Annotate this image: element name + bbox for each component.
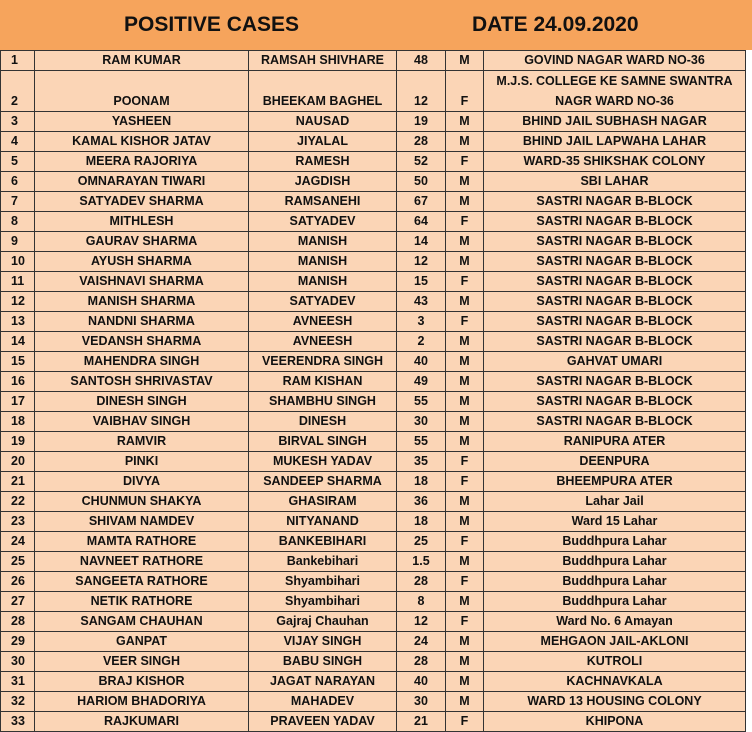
serial-number-cell: 27: [1, 592, 35, 612]
sex-cell: F: [446, 452, 484, 472]
guardian-name-cell: SATYADEV: [249, 212, 397, 232]
address-cell: Lahar Jail: [484, 492, 746, 512]
sex-cell: M: [446, 392, 484, 412]
serial-number-cell: 2: [1, 71, 35, 112]
patient-name-cell: MAHENDRA SINGH: [35, 352, 249, 372]
age-cell: 36: [397, 492, 446, 512]
table-row: [1, 592, 752, 612]
age-cell: 64: [397, 212, 446, 232]
guardian-name-cell: BANKEBIHARI: [249, 532, 397, 552]
guardian-name-cell: SATYADEV: [249, 292, 397, 312]
guardian-name-cell: RAMSAH SHIVHARE: [249, 51, 397, 71]
guardian-name-cell: SHAMBHU SINGH: [249, 392, 397, 412]
age-cell: 35: [397, 452, 446, 472]
patient-name-cell: KAMAL KISHOR JATAV: [35, 132, 249, 152]
guardian-name-cell: AVNEESH: [249, 312, 397, 332]
age-cell: 55: [397, 432, 446, 452]
address-cell: KHIPONA: [484, 712, 746, 732]
address-cell: DEENPURA: [484, 452, 746, 472]
patient-name-cell: NAVNEET RATHORE: [35, 552, 249, 572]
sex-cell: M: [446, 232, 484, 252]
age-cell: 30: [397, 412, 446, 432]
sex-cell: M: [446, 512, 484, 532]
guardian-name-cell: MANISH: [249, 272, 397, 292]
table-row: [1, 112, 752, 132]
guardian-name-cell: JIYALAL: [249, 132, 397, 152]
patient-name-cell: DINESH SINGH: [35, 392, 249, 412]
address-cell: SASTRI NAGAR B-BLOCK: [484, 332, 746, 352]
guardian-name-cell: AVNEESH: [249, 332, 397, 352]
serial-number-cell: 14: [1, 332, 35, 352]
age-cell: 12: [397, 252, 446, 272]
sex-cell: M: [446, 112, 484, 132]
sheet-title: POSITIVE CASES: [124, 13, 300, 36]
sex-cell: M: [446, 432, 484, 452]
sex-cell: M: [446, 412, 484, 432]
address-cell: SASTRI NAGAR B-BLOCK: [484, 292, 746, 312]
age-cell: 12: [397, 71, 446, 112]
sex-cell: M: [446, 692, 484, 712]
report-date: DATE 24.09.2020: [472, 13, 639, 36]
serial-number-cell: 19: [1, 432, 35, 452]
table-row: [1, 652, 752, 672]
sex-cell: M: [446, 51, 484, 71]
sex-cell: M: [446, 292, 484, 312]
age-cell: 67: [397, 192, 446, 212]
patient-name-cell: VEDANSH SHARMA: [35, 332, 249, 352]
table-row: [1, 492, 752, 512]
table-row: [1, 432, 752, 452]
guardian-name-cell: DINESH: [249, 412, 397, 432]
address-cell: KACHNAVKALA: [484, 672, 746, 692]
address-cell: GOVIND NAGAR WARD NO-36: [484, 51, 746, 71]
patient-name-cell: SANGEETA RATHORE: [35, 572, 249, 592]
table-row: [1, 552, 752, 572]
age-cell: 18: [397, 472, 446, 492]
table-row: [1, 412, 752, 432]
table-row: [1, 152, 752, 172]
table-row: [1, 512, 752, 532]
patient-name-cell: VAISHNAVI SHARMA: [35, 272, 249, 292]
sex-cell: F: [446, 532, 484, 552]
serial-number-cell: 20: [1, 452, 35, 472]
table-row: [1, 612, 752, 632]
sex-cell: F: [446, 71, 484, 112]
address-cell: BHEEMPURA ATER: [484, 472, 746, 492]
serial-number-cell: 22: [1, 492, 35, 512]
serial-number-cell: 23: [1, 512, 35, 532]
age-cell: 40: [397, 672, 446, 692]
guardian-name-cell: MANISH: [249, 252, 397, 272]
sex-cell: M: [446, 492, 484, 512]
address-cell: BHIND JAIL SUBHASH NAGAR: [484, 112, 746, 132]
table-row: [1, 672, 752, 692]
sex-cell: F: [446, 212, 484, 232]
age-cell: 50: [397, 172, 446, 192]
table-row: [1, 532, 752, 552]
address-cell: WARD-35 SHIKSHAK COLONY: [484, 152, 746, 172]
address-cell: SASTRI NAGAR B-BLOCK: [484, 252, 746, 272]
address-cell: SASTRI NAGAR B-BLOCK: [484, 232, 746, 252]
table-row: [1, 372, 752, 392]
patient-name-cell: GAURAV SHARMA: [35, 232, 249, 252]
table-row: [1, 352, 752, 372]
serial-number-cell: 11: [1, 272, 35, 292]
table-row: [1, 332, 752, 352]
age-cell: 43: [397, 292, 446, 312]
age-cell: 55: [397, 392, 446, 412]
guardian-name-cell: RAMSANEHI: [249, 192, 397, 212]
serial-number-cell: 8: [1, 212, 35, 232]
patient-name-cell: NETIK RATHORE: [35, 592, 249, 612]
age-cell: 24: [397, 632, 446, 652]
sex-cell: M: [446, 252, 484, 272]
age-cell: 28: [397, 652, 446, 672]
sex-cell: F: [446, 572, 484, 592]
age-cell: 28: [397, 132, 446, 152]
table-row: [1, 392, 752, 412]
header-banner: [0, 0, 752, 51]
right-edge: [746, 50, 752, 732]
table-row: [1, 472, 752, 492]
sex-cell: M: [446, 652, 484, 672]
address-cell: M.J.S. COLLEGE KE SAMNE SWANTRA NAGR WARD NO-36: [484, 71, 746, 112]
address-cell: WARD 13 HOUSING COLONY: [484, 692, 746, 712]
guardian-name-cell: PRAVEEN YADAV: [249, 712, 397, 732]
sex-cell: F: [446, 472, 484, 492]
address-cell: Ward No. 6 Amayan: [484, 612, 746, 632]
serial-number-cell: 33: [1, 712, 35, 732]
table-row: [1, 712, 752, 732]
patient-name-cell: GANPAT: [35, 632, 249, 652]
age-cell: 49: [397, 372, 446, 392]
address-cell: SASTRI NAGAR B-BLOCK: [484, 312, 746, 332]
patient-name-cell: SATYADEV SHARMA: [35, 192, 249, 212]
address-cell: MEHGAON JAIL-AKLONI: [484, 632, 746, 652]
sex-cell: F: [446, 712, 484, 732]
serial-number-cell: 28: [1, 612, 35, 632]
age-cell: 14: [397, 232, 446, 252]
serial-number-cell: 32: [1, 692, 35, 712]
address-cell: SASTRI NAGAR B-BLOCK: [484, 412, 746, 432]
serial-number-cell: 25: [1, 552, 35, 572]
age-cell: 15: [397, 272, 446, 292]
sex-cell: M: [446, 552, 484, 572]
serial-number-cell: 6: [1, 172, 35, 192]
address-cell: RANIPURA ATER: [484, 432, 746, 452]
case-rows: [1, 51, 752, 732]
patient-name-cell: RAJKUMARI: [35, 712, 249, 732]
table-row: [1, 572, 752, 592]
sex-cell: M: [446, 192, 484, 212]
serial-number-cell: 12: [1, 292, 35, 312]
sex-cell: M: [446, 332, 484, 352]
patient-name-cell: BRAJ KISHOR: [35, 672, 249, 692]
age-cell: 2: [397, 332, 446, 352]
patient-name-cell: RAMVIR: [35, 432, 249, 452]
patient-name-cell: MANISH SHARMA: [35, 292, 249, 312]
address-cell: SASTRI NAGAR B-BLOCK: [484, 272, 746, 292]
table-row: [1, 192, 752, 212]
age-cell: 3: [397, 312, 446, 332]
address-cell: SASTRI NAGAR B-BLOCK: [484, 192, 746, 212]
guardian-name-cell: NITYANAND: [249, 512, 397, 532]
serial-number-cell: 15: [1, 352, 35, 372]
table-row: [1, 292, 752, 312]
guardian-name-cell: BABU SINGH: [249, 652, 397, 672]
guardian-name-cell: BHEEKAM BAGHEL: [249, 71, 397, 112]
patient-name-cell: SHIVAM NAMDEV: [35, 512, 249, 532]
table-row: [1, 632, 752, 652]
patient-name-cell: NANDNI SHARMA: [35, 312, 249, 332]
sex-cell: F: [446, 612, 484, 632]
patient-name-cell: MAMTA RATHORE: [35, 532, 249, 552]
table-row: [1, 172, 752, 192]
address-cell: KUTROLI: [484, 652, 746, 672]
sex-cell: M: [446, 132, 484, 152]
serial-number-cell: 7: [1, 192, 35, 212]
address-cell: SASTRI NAGAR B-BLOCK: [484, 372, 746, 392]
sex-cell: M: [446, 672, 484, 692]
guardian-name-cell: SANDEEP SHARMA: [249, 472, 397, 492]
serial-number-cell: 16: [1, 372, 35, 392]
serial-number-cell: 21: [1, 472, 35, 492]
guardian-name-cell: JAGAT NARAYAN: [249, 672, 397, 692]
address-cell: SBI LAHAR: [484, 172, 746, 192]
guardian-name-cell: RAMESH: [249, 152, 397, 172]
serial-number-cell: 17: [1, 392, 35, 412]
serial-number-cell: 24: [1, 532, 35, 552]
age-cell: 18: [397, 512, 446, 532]
table-row: [1, 71, 752, 112]
sex-cell: F: [446, 272, 484, 292]
address-cell: BHIND JAIL LAPWAHA LAHAR: [484, 132, 746, 152]
guardian-name-cell: Shyambihari: [249, 592, 397, 612]
guardian-name-cell: MAHADEV: [249, 692, 397, 712]
age-cell: 48: [397, 51, 446, 71]
address-cell: Buddhpura Lahar: [484, 592, 746, 612]
patient-name-cell: VAIBHAV SINGH: [35, 412, 249, 432]
patient-name-cell: HARIOM BHADORIYA: [35, 692, 249, 712]
address-cell: SASTRI NAGAR B-BLOCK: [484, 212, 746, 232]
age-cell: 21: [397, 712, 446, 732]
serial-number-cell: 26: [1, 572, 35, 592]
serial-number-cell: 3: [1, 112, 35, 132]
table-row: [1, 51, 752, 71]
patient-name-cell: MEERA RAJORIYA: [35, 152, 249, 172]
patient-name-cell: SANGAM CHAUHAN: [35, 612, 249, 632]
table-row: [1, 692, 752, 712]
age-cell: 52: [397, 152, 446, 172]
guardian-name-cell: RAM KISHAN: [249, 372, 397, 392]
table-row: [1, 272, 752, 292]
table-row: [1, 132, 752, 152]
patient-name-cell: DIVYA: [35, 472, 249, 492]
patient-name-cell: SANTOSH SHRIVASTAV: [35, 372, 249, 392]
cases-table: [0, 50, 752, 732]
patient-name-cell: VEER SINGH: [35, 652, 249, 672]
guardian-name-cell: Gajraj Chauhan: [249, 612, 397, 632]
age-cell: 28: [397, 572, 446, 592]
serial-number-cell: 9: [1, 232, 35, 252]
sex-cell: M: [446, 372, 484, 392]
table-row: [1, 252, 752, 272]
patient-name-cell: YASHEEN: [35, 112, 249, 132]
guardian-name-cell: JAGDISH: [249, 172, 397, 192]
sex-cell: M: [446, 352, 484, 372]
guardian-name-cell: VIJAY SINGH: [249, 632, 397, 652]
guardian-name-cell: GHASIRAM: [249, 492, 397, 512]
serial-number-cell: 4: [1, 132, 35, 152]
age-cell: 19: [397, 112, 446, 132]
address-cell: Ward 15 Lahar: [484, 512, 746, 532]
guardian-name-cell: Bankebihari: [249, 552, 397, 572]
table-row: [1, 232, 752, 252]
serial-number-cell: 10: [1, 252, 35, 272]
table-row: [1, 312, 752, 332]
sex-cell: M: [446, 592, 484, 612]
age-cell: 8: [397, 592, 446, 612]
age-cell: 40: [397, 352, 446, 372]
serial-number-cell: 1: [1, 51, 35, 71]
address-cell: Buddhpura Lahar: [484, 552, 746, 572]
patient-name-cell: MITHLESH: [35, 212, 249, 232]
sex-cell: F: [446, 312, 484, 332]
serial-number-cell: 31: [1, 672, 35, 692]
serial-number-cell: 13: [1, 312, 35, 332]
age-cell: 25: [397, 532, 446, 552]
patient-name-cell: PINKI: [35, 452, 249, 472]
guardian-name-cell: VEERENDRA SINGH: [249, 352, 397, 372]
address-cell: SASTRI NAGAR B-BLOCK: [484, 392, 746, 412]
serial-number-cell: 18: [1, 412, 35, 432]
age-cell: 30: [397, 692, 446, 712]
address-cell: Buddhpura Lahar: [484, 572, 746, 592]
sex-cell: F: [446, 152, 484, 172]
patient-name-cell: OMNARAYAN TIWARI: [35, 172, 249, 192]
patient-name-cell: RAM KUMAR: [35, 51, 249, 71]
table-row: [1, 212, 752, 232]
sex-cell: M: [446, 172, 484, 192]
sex-cell: M: [446, 632, 484, 652]
address-cell: Buddhpura Lahar: [484, 532, 746, 552]
address-cell: GAHVAT UMARI: [484, 352, 746, 372]
guardian-name-cell: MANISH: [249, 232, 397, 252]
serial-number-cell: 5: [1, 152, 35, 172]
age-cell: 12: [397, 612, 446, 632]
guardian-name-cell: BIRVAL SINGH: [249, 432, 397, 452]
table-row: [1, 452, 752, 472]
patient-name-cell: CHUNMUN SHAKYA: [35, 492, 249, 512]
patient-name-cell: POONAM: [35, 71, 249, 112]
age-cell: 1.5: [397, 552, 446, 572]
guardian-name-cell: NAUSAD: [249, 112, 397, 132]
guardian-name-cell: Shyambihari: [249, 572, 397, 592]
serial-number-cell: 29: [1, 632, 35, 652]
patient-name-cell: AYUSH SHARMA: [35, 252, 249, 272]
guardian-name-cell: MUKESH YADAV: [249, 452, 397, 472]
serial-number-cell: 30: [1, 652, 35, 672]
